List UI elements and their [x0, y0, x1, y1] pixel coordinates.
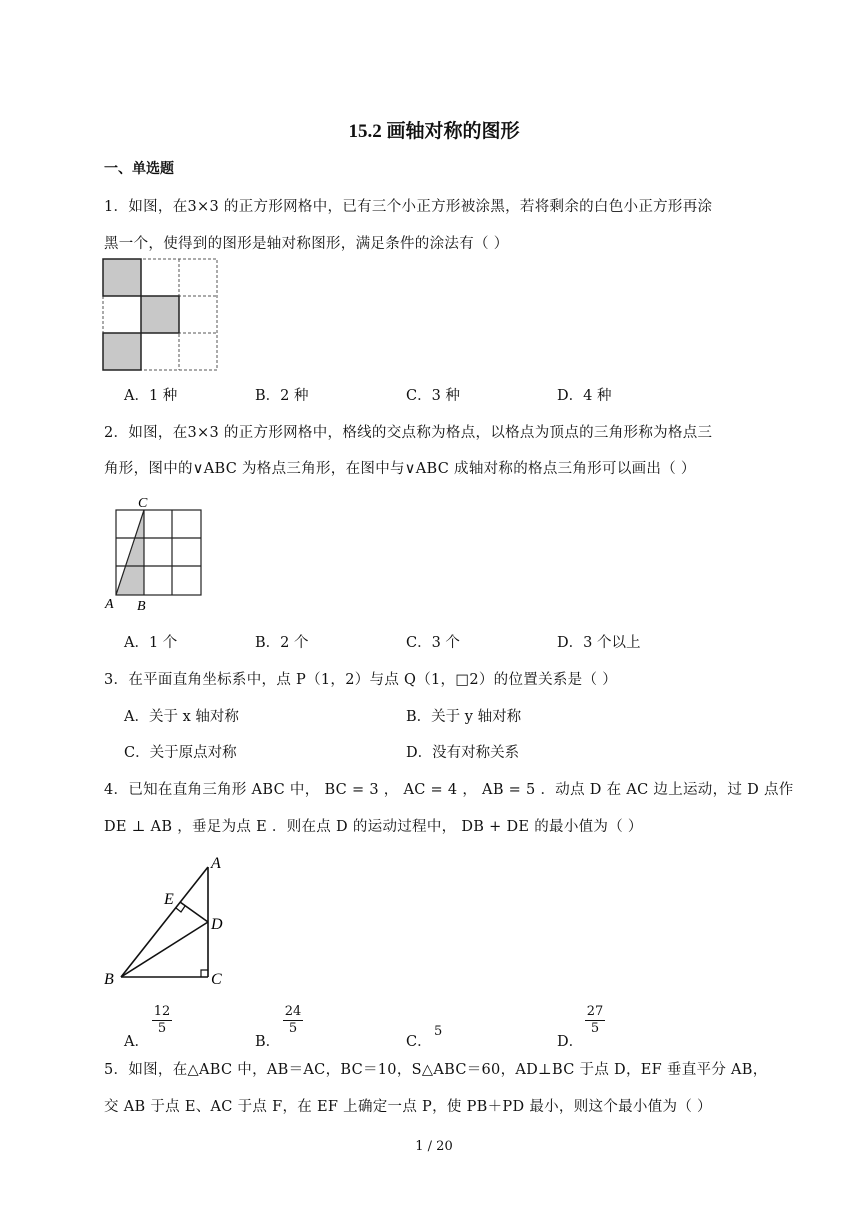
label-c: C: [138, 496, 148, 511]
q4-triangle-figure: [100, 850, 240, 992]
label-d: D: [211, 916, 223, 933]
q1-line1: 1．如图，在3×3 的正方形网格中，已有三个小正方形被涂黑，若将剩余的白色小正方形再涂: [104, 199, 713, 215]
label-a: A: [211, 855, 221, 872]
denominator: 5: [152, 1020, 172, 1037]
q4-option-a-fraction: [152, 1004, 172, 1037]
q1-grid-figure: [102, 258, 220, 374]
shaded-square-top-left: [103, 259, 141, 296]
label-c: C: [211, 971, 222, 988]
q4-option-b-letter[interactable]: B．: [255, 1034, 281, 1050]
shaded-square-bottom-left: [103, 333, 141, 370]
q1-option-a[interactable]: A．1 种: [124, 388, 178, 404]
q2-option-d[interactable]: D．3 个以上: [557, 635, 641, 651]
q3-option-b[interactable]: B．关于 y 轴对称: [406, 709, 522, 725]
q2-option-c[interactable]: C．3 个: [406, 635, 460, 651]
q4-option-b-fraction: [283, 1004, 303, 1037]
q4-option-a-letter[interactable]: A．: [124, 1034, 149, 1050]
q1-line2: 黑一个，使得到的图形是轴对称图形，满足条件的涂法有（ ）: [104, 236, 509, 252]
q3-option-d[interactable]: D．没有对称关系: [406, 745, 520, 761]
numerator: 12: [153, 1004, 171, 1019]
label-b: B: [137, 599, 146, 614]
q3-option-a[interactable]: A．关于 x 轴对称: [124, 709, 239, 725]
q1-option-b[interactable]: B．2 种: [255, 388, 309, 404]
q3-option-c[interactable]: C．关于原点对称: [124, 745, 237, 761]
shaded-square-center: [141, 296, 179, 333]
q3-line1: 3．在平面直角坐标系中，点 P（1，2）与点 Q（1，□2）的位置关系是（ ）: [104, 672, 617, 688]
section-heading: 一、单选题: [104, 161, 174, 177]
label-a: A: [105, 597, 114, 612]
q4-line1: 4．已知在直角三角形 ABC 中， BC = 3 ， AC = 4 ， AB = 5 ．动点 D 在 AC 边上运动，过 D 点作: [104, 782, 794, 798]
q2-grid-figure: [100, 492, 212, 614]
q4-option-c-value: 5: [434, 1024, 443, 1039]
q5-line2: 交 AB 于点 E、AC 于点 F，在 EF 上确定一点 P，使 PB＋PD 最小，则这个最小值为（ ）: [104, 1099, 712, 1115]
denominator: 5: [585, 1020, 605, 1037]
q1-option-d[interactable]: D．4 种: [557, 388, 612, 404]
q4-line2: DE ⊥ AB ，垂足为点 E ．则在点 D 的运动过程中， DB + DE 的最小值为（ ）: [104, 819, 643, 835]
numerator: 27: [586, 1004, 604, 1019]
page-number: 1 / 20: [415, 1139, 453, 1154]
q5-line1: 5．如图，在△ABC 中，AB＝AC，BC＝10，S△ABC＝60，AD⊥BC 于点 D，EF 垂直平分 AB，: [104, 1062, 768, 1078]
q4-option-d-letter[interactable]: D．: [557, 1034, 584, 1050]
label-b: B: [104, 971, 114, 988]
q2-line1: 2．如图，在3×3 的正方形网格中，格线的交点称为格点，以格点为顶点的三角形称为格点三: [104, 425, 713, 441]
q2-line2: 角形，图中的∨ABC 为格点三角形，在图中与∨ABC 成轴对称的格点三角形可以画出（ ）: [104, 461, 696, 477]
denominator: 5: [283, 1020, 303, 1037]
right-angle-c: [201, 970, 208, 977]
q4-option-c-letter[interactable]: C．: [406, 1034, 432, 1050]
q4-option-d-fraction: [585, 1004, 605, 1037]
page-title: 15.2 画轴对称的图形: [348, 121, 520, 142]
q2-option-a[interactable]: A．1 个: [124, 635, 178, 651]
label-e: E: [164, 891, 174, 908]
q2-option-b[interactable]: B．2 个: [255, 635, 309, 651]
q1-option-c[interactable]: C．3 种: [406, 388, 460, 404]
numerator: 24: [284, 1004, 302, 1019]
